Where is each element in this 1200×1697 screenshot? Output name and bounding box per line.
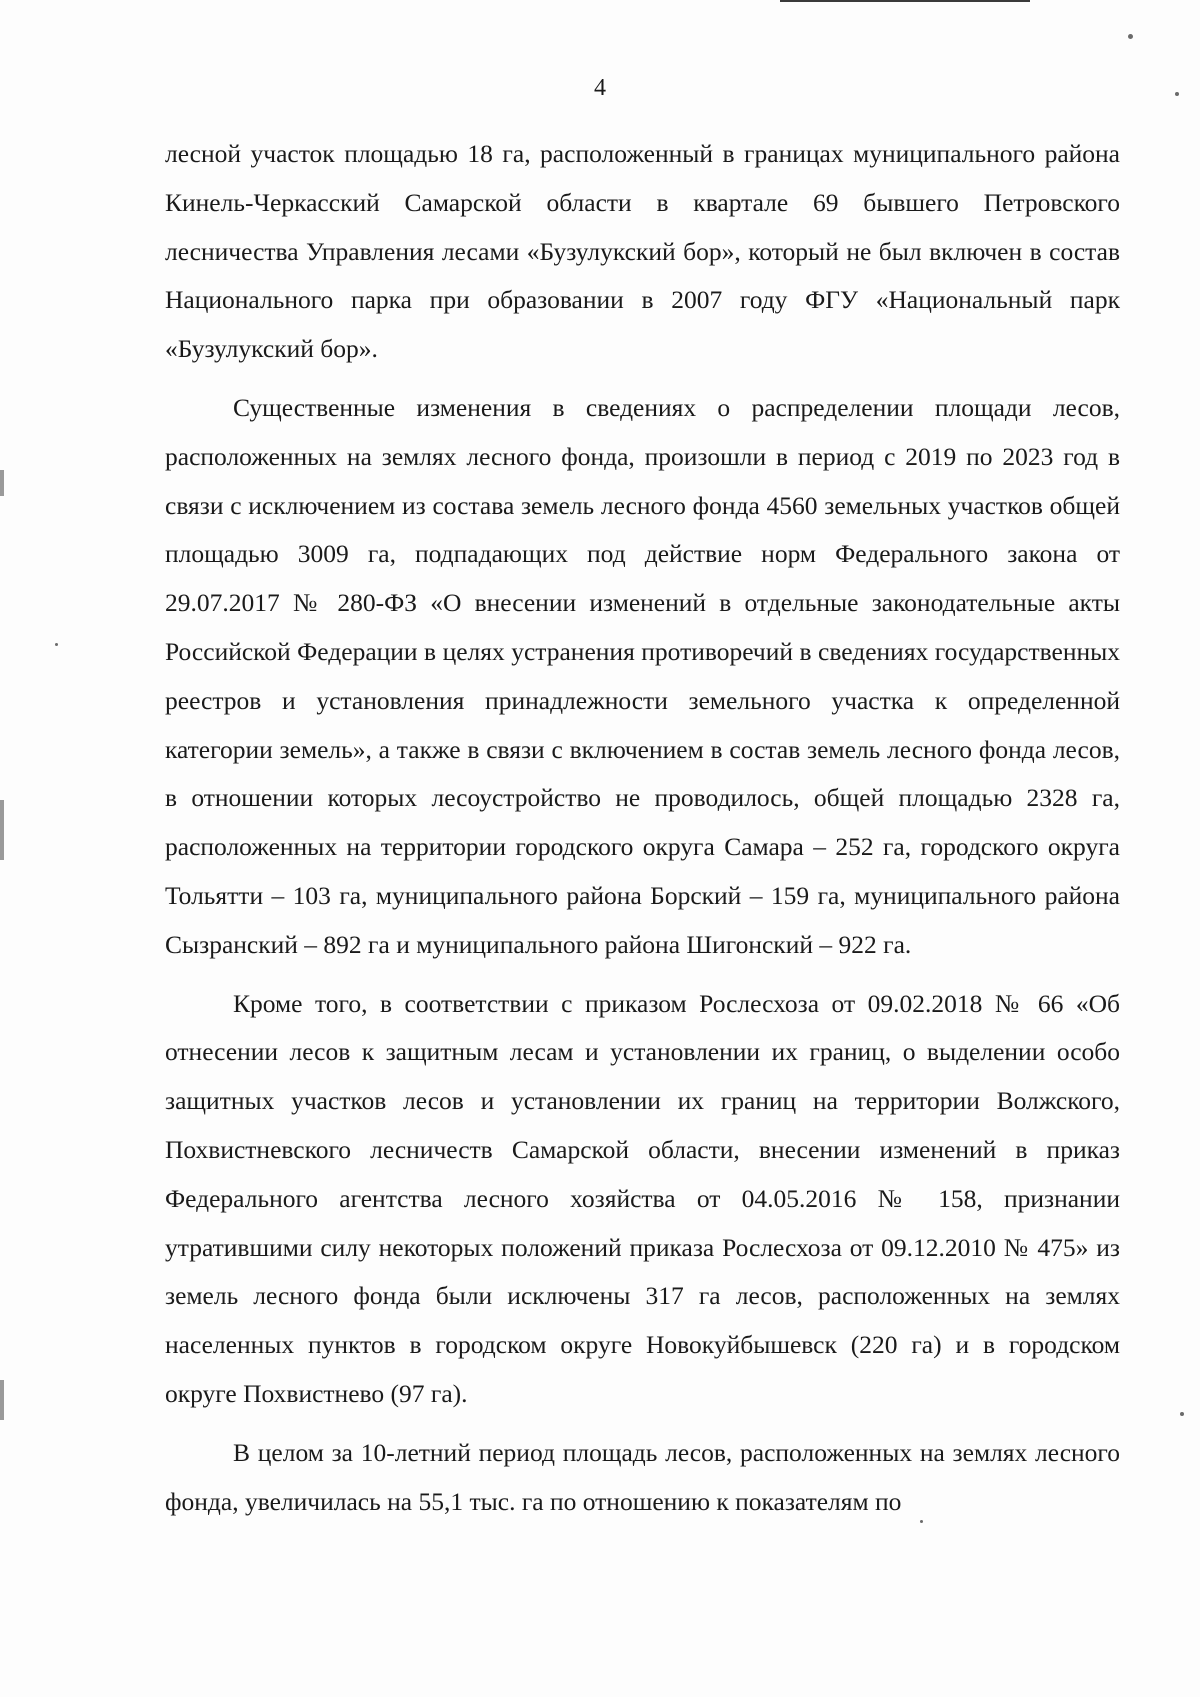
scan-edge-mark: [0, 1380, 4, 1420]
scan-edge-mark: [0, 470, 4, 496]
scan-edge-mark: [0, 800, 4, 860]
scan-speck: [1180, 1412, 1184, 1416]
scan-speck: [920, 1520, 923, 1523]
paragraph-continued: лесной участок площадью 18 га, расположенный в границах муниципального района Кинель-Черкасский Самарской области в квартале 69 бывшего Петровского лесничества Управления лесами «Бузулукский бор», который не был включен в состав Национального парка при образовании в 2007 году ФГУ «Национальный парк «Бузулукский бор».: [165, 139, 1120, 364]
paragraph-rosleskhoz-order: Кроме того, в соответствии с приказом Рослесхоза от 09.02.2018 № 66 «Об отнесении лесов к защитным лесам и установлении их границ, о выделении особо защитных участков лесов и установлении их границ на территории Волжского, Похвистневского лесничеств Самарской области, внесении изменений в приказ Федерального агентства лесного хозяйства от 04.05.2016 № 158, признании утратившими силу некоторых положений приказа Рослесхоза от 09.12.2010 № 475» из земель лесного фонда были исключены 317 га лесов, расположенных на землях населенных пунктов в городском округе Новокуйбышевск (220 га) и в городском округе Похвистнево (97 га).: [165, 988, 1120, 1408]
scan-speck: [1128, 34, 1133, 39]
scan-speck: [1175, 92, 1179, 96]
document-body: [165, 130, 1120, 1536]
paragraph-ten-year-summary: В целом за 10-летний период площадь лесов, расположенных на землях лесного фонда, увеличилась на 55,1 тыс. га по отношению к показателям по: [165, 1437, 1120, 1516]
page-number: 4: [594, 75, 606, 101]
scan-top-rule: [780, 0, 1030, 2]
scan-speck: [55, 643, 58, 646]
paragraph-forest-area-changes: Существенные изменения в сведениях о распределении площади лесов, расположенных на землях лесного фонда, произошли в период с 2019 по 2023 год в связи с исключением из состава земель лесного фонда 4560 земельных участков общей площадью 3009 га, подпадающих под действие норм Федерального закона от 29.07.2017 № 280-ФЗ «О внесении изменений в отдельные законодательные акты Российской Федерации в целях устранения противоречий в сведениях государственных реестров и установления принадлежности земельного участка к определенной категории земель», а также в связи с включением в состав земель лесного фонда лесов, в отношении которых лесоустройство не проводилось, общей площадью 2328 га, расположенных на территории городского округа Самара – 252 га, городского округа Тольятти – 103 га, муниципального района Борский – 159 га, муниципального района Сызранский – 892 га и муниципального района Шигонский – 922 га.: [165, 392, 1120, 959]
